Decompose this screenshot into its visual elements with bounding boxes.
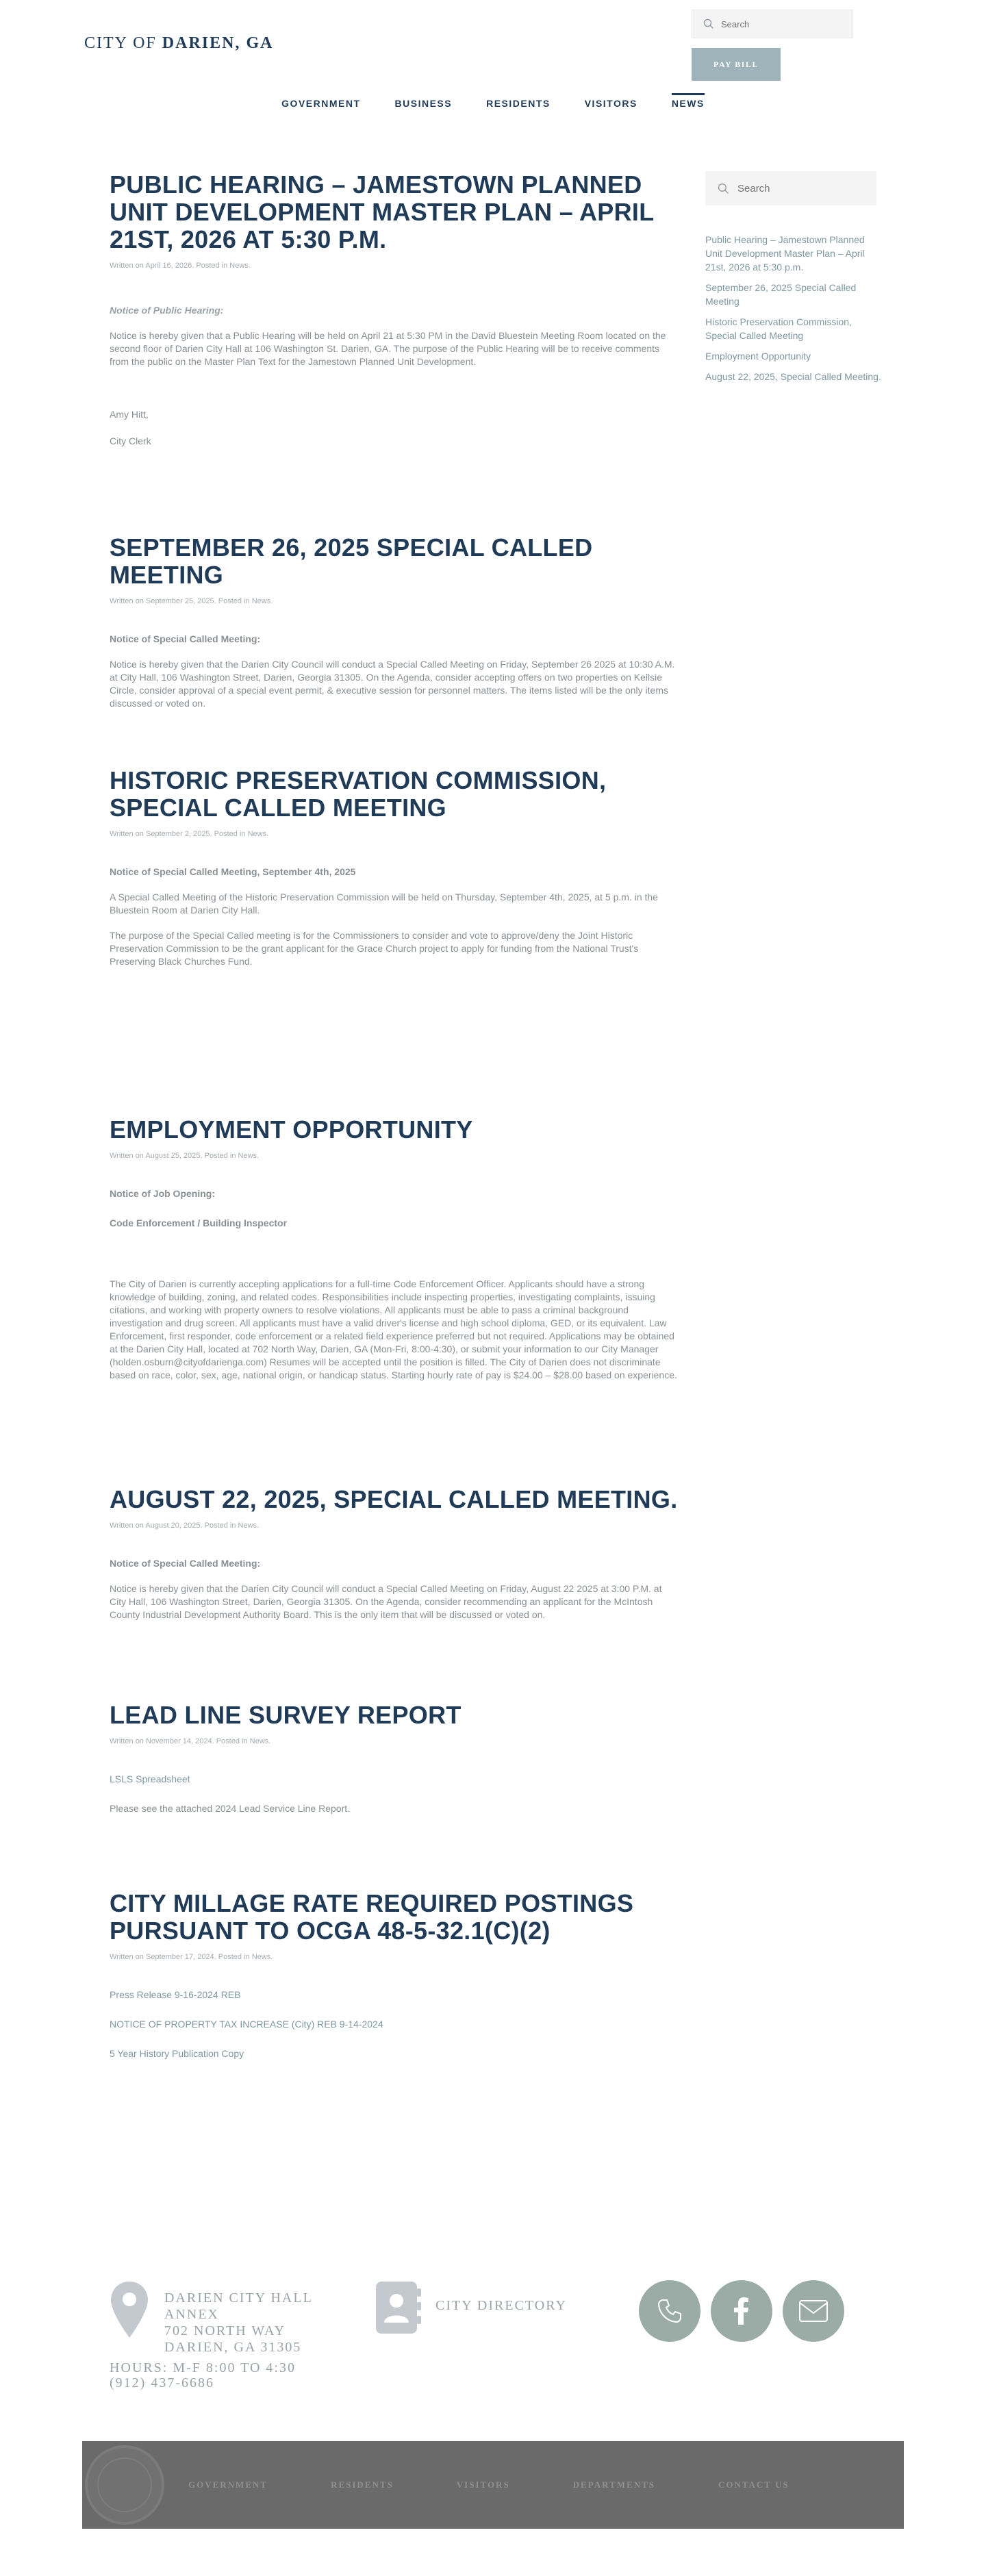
category-link[interactable]: News [251,1953,271,1961]
post-meta: Written on September 2, 2025. Posted in News. [110,830,269,838]
phone-icon [655,2296,685,2326]
sidebar-search-input[interactable] [737,183,868,194]
office-hours: HOURS: M-F 8:00 TO 4:30 [110,2360,296,2375]
logo-name: DARIEN, GA [162,34,274,52]
post-title[interactable]: EMPLOYMENT OPPORTUNITY [110,1115,473,1144]
post-body: Please see the attached 2024 Lead Service Line Report. [110,1803,351,1814]
address-line: ANNEX [164,2307,219,2322]
signature-name: Amy Hitt, [110,409,149,420]
post-body: A Special Called Meeting of the Historic Preservation Commission will be held on Thursday, September 4th, 2025, at 5 p.m. in the Bluestein Room at Darien City Hall. [110,892,659,916]
category-link[interactable]: News [238,1152,257,1160]
recent-post-link[interactable]: August 22, 2025, Special Called Meeting. [705,371,881,382]
list-item [705,370,883,383]
post-meta: Written on August 25, 2025. Posted in News. [110,1152,260,1160]
post-september-meeting [110,534,678,710]
post-title[interactable]: SEPTEMBER 26, 2025 SPECIAL CALLED MEETING [110,533,593,589]
list-item [705,315,883,342]
address-book-icon[interactable] [375,2280,422,2335]
phone-button[interactable] [639,2280,700,2342]
nav-news[interactable]: NEWS [672,93,705,113]
header-search-box[interactable] [692,10,853,38]
post-august-meeting [110,1486,678,1621]
nav-visitors[interactable]: VISITORS [584,98,637,109]
lsls-spreadsheet-link[interactable]: LSLS Spreadsheet [110,1773,190,1784]
list-item [705,233,883,274]
job-position: Code Enforcement / Building Inspector [110,1217,288,1228]
recent-post-link[interactable]: Public Hearing – Jamestown Planned Unit Development Master Plan – April 21st, 2026 at 5:30 p.m. [705,234,865,273]
footer-bar [82,2441,904,2529]
search-icon [718,183,729,194]
post-historic-preservation [110,767,678,968]
recent-post-link[interactable]: September 26, 2025 Special Called Meeting [705,282,857,307]
email-button[interactable] [783,2280,844,2342]
facebook-icon [728,2296,755,2326]
post-millage-rate [110,1890,678,2060]
post-body: Notice is hereby given that the Darien City Council will conduct a Special Called Meeting on Friday, August 22 2025 at 3:00 P.M. at City Hall, 106 Washington Street, Darien, Georgia 31305. On the Agenda, consider recommending an applicant for the McIntosh County Industrial Development Authority Board. This is the only item that will be discussed or voted on. [110,1583,662,1620]
post-meta: Written on September 25, 2025. Posted in News. [110,597,273,605]
nav-residents[interactable]: RESIDENTS [486,98,551,109]
category-link[interactable]: News [229,262,249,270]
notice-heading: Notice of Special Called Meeting: [110,633,261,644]
main-nav [0,98,986,113]
history-publication-link[interactable]: 5 Year History Publication Copy [110,2048,244,2059]
post-body: Notice is hereby given that a Public Hearing will be held on April 21 at 5:30 PM in the David Bluestein Meeting Room located on the second floor of Darien City Hall at 106 Washington St. Darien, GA. The purpose of the Public Hearing will be to receive comments from the public on the Master Plan Text for the Jamestown Planned Unit Development. [110,330,666,367]
footer-nav [188,2479,852,2490]
category-link[interactable]: News [247,830,267,838]
facebook-button[interactable] [711,2280,772,2342]
post-employment [110,1116,678,1382]
tax-increase-notice-link[interactable]: NOTICE OF PROPERTY TAX INCREASE (City) REB 9-14-2024 [110,2019,383,2030]
post-body: The City of Darien is currently accepting applications for a full-time Code Enforcement Officer. Applicants should have a strong knowledge of building, zoning, and related codes. Responsibilities include inspecting properties, investigating complaints, issuing citations, and working with property owners to resolve violations. All applicants must be able to pass a criminal background investigation and drug screen. All applicants must have a valid driver's license and high school diploma, GED, or its equivalent. Law Enforcement, first responder, code enforcement or a related field experience preferred but not required. Applications may be obtained at the Darien City Hall, located at 702 North Way, Darien, GA (Mon-Fri, 8:00-4:30), or submit your information to our City Manager (holden.osburn@cityofdarienga.com) Resumes will be accepted until the position is filled. The City of Darien does not discriminate based on race, color, sex, age, national origin, or handicap status. Starting hourly rate of pay is $24.00 – $28.00 based on experience. [110,1278,677,1380]
post-meta: Written on April 16, 2026. Posted in News. [110,262,251,270]
post-title[interactable]: HISTORIC PRESERVATION COMMISSION, SPECIAL CALLED MEETING [110,766,607,822]
contact-address [164,2290,313,2356]
notice-heading: Notice of Special Called Meeting, September 4th, 2025 [110,866,356,877]
address-line: 702 NORTH WAY [164,2323,286,2338]
post-body: Notice is hereby given that the Darien City Council will conduct a Special Called Meeting on Friday, September 26 2025 at 10:30 A.M. at City Hall, 106 Washington Street, Darien, Georgia 31305. On the Agenda, consider accepting offers on two properties on Kellsie Circle, consider approval of a special event permit, & executive session for personnel matters. The items listed will be the only items discussed or voted on. [110,659,675,709]
category-link[interactable]: News [249,1737,269,1745]
list-item [705,281,883,308]
city-seal-logo[interactable] [85,2445,164,2525]
post-title[interactable]: LEAD LINE SURVEY REPORT [110,1701,462,1729]
recent-posts-list [705,233,883,390]
footer-nav-residents[interactable]: RESIDENTS [331,2479,394,2490]
site-logo[interactable] [84,34,273,53]
post-meta: Written on August 20, 2025. Posted in News. [110,1521,260,1530]
footer-nav-contact[interactable]: CONTACT US [718,2479,789,2490]
email-icon [798,2299,829,2323]
post-meta: Written on September 17, 2024. Posted in News. [110,1953,273,1961]
footer-nav-departments[interactable]: DEPARTMENTS [572,2479,655,2490]
notice-heading: Notice of Public Hearing: [110,305,224,316]
notice-heading: Notice of Special Called Meeting: [110,1558,261,1569]
sidebar-search-box[interactable] [705,171,876,205]
footer-nav-visitors[interactable]: VISITORS [456,2479,510,2490]
nav-government[interactable]: GOVERNMENT [281,98,361,109]
category-link[interactable]: News [238,1521,257,1530]
address-line: DARIEN CITY HALL [164,2290,313,2306]
header-search-input[interactable] [721,19,844,29]
list-item [705,349,883,363]
logo-prefix: CITY OF [84,34,162,52]
search-icon [703,18,714,29]
nav-business[interactable]: BUSINESS [394,98,453,109]
map-pin-icon [110,2280,149,2339]
post-title[interactable]: CITY MILLAGE RATE REQUIRED POSTINGS PURSUANT TO OCGA 48-5-32.1(C)(2) [110,1889,634,1945]
post-title[interactable]: AUGUST 22, 2025, SPECIAL CALLED MEETING. [110,1485,678,1513]
city-directory-link[interactable]: CITY DIRECTORY [435,2298,567,2313]
post-body-2: The purpose of the Special Called meeting is for the Commissioners to consider and vote to approve/deny the Joint Historic Preservation Commission to be the grant applicant for the Grace Church project to apply for funding from the National Trust's Preserving Black Churches Fund. [110,930,639,967]
address-line: DARIEN, GA 31305 [164,2340,302,2355]
post-meta: Written on November 14, 2024. Posted in News. [110,1737,271,1745]
footer-nav-government[interactable]: GOVERNMENT [188,2479,268,2490]
notice-heading: Notice of Job Opening: [110,1188,215,1199]
recent-post-link[interactable]: Employment Opportunity [705,351,811,362]
category-link[interactable]: News [251,597,271,605]
phone-number[interactable]: (912) 437-6686 [110,2375,214,2390]
pay-bill-button[interactable]: PAY BILL [692,48,781,81]
signature-title: City Clerk [110,435,151,446]
post-title[interactable]: PUBLIC HEARING – JAMESTOWN PLANNED UNIT DEVELOPMENT MASTER PLAN – APRIL 21ST, 2026 AT 5:30 P.M. [110,171,654,253]
recent-post-link[interactable]: Historic Preservation Commission, Special Called Meeting [705,316,852,341]
press-release-link[interactable]: Press Release 9-16-2024 REB [110,1989,241,2000]
post-public-hearing [110,171,678,448]
post-lead-line [110,1702,678,1815]
